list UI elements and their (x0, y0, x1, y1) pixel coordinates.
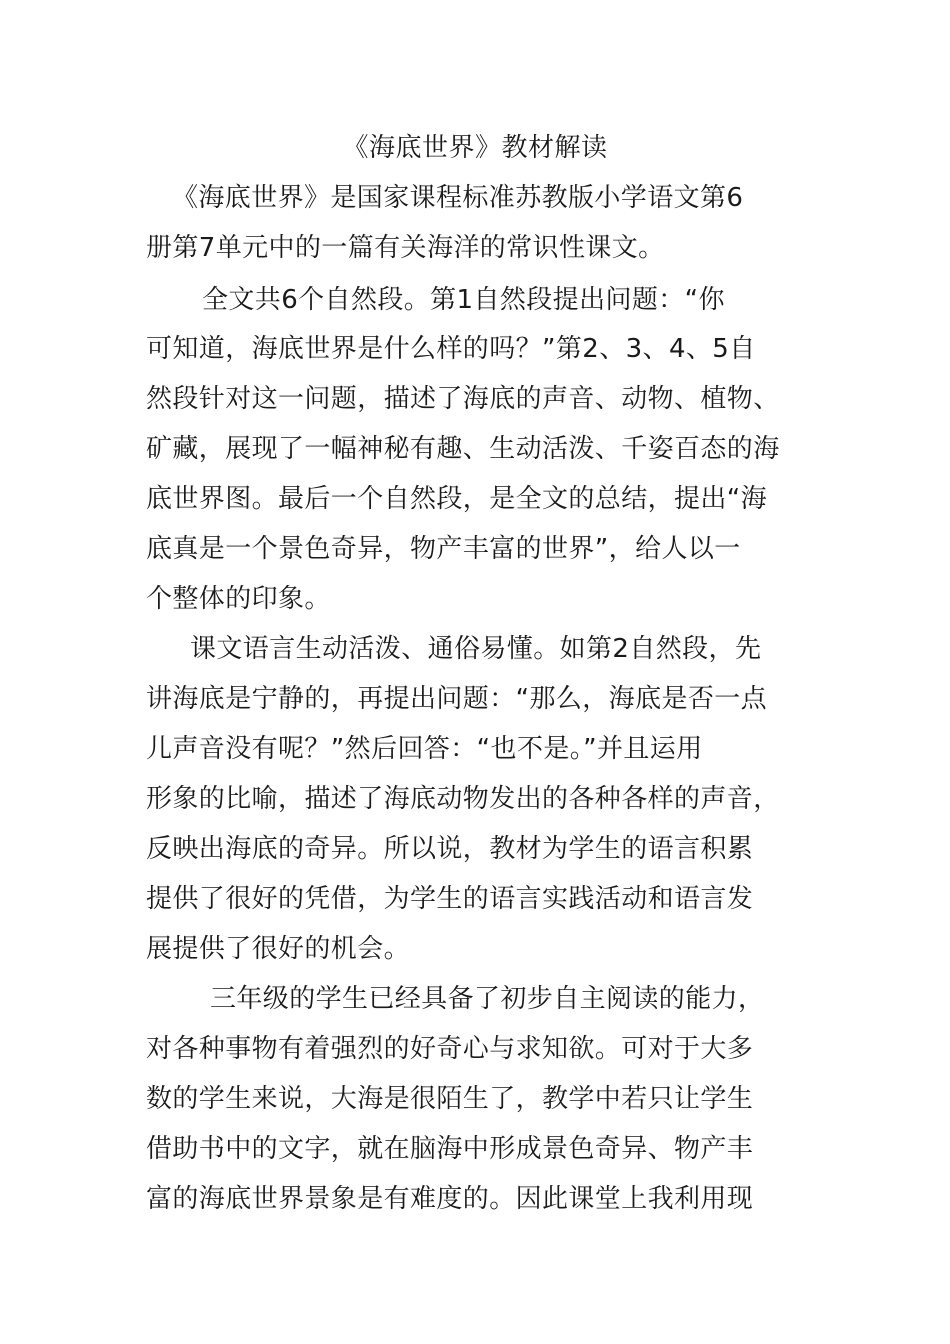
text-line: 富的海底世界景象是有难度的。因此课堂上我利用现 (146, 1184, 754, 1214)
text-line: 册第7单元中的一篇有关海洋的常识性课文。 (146, 233, 665, 263)
text-line: 矿藏，展现了一幅神秘有趣、生动活泼、千姿百态的海 (146, 434, 780, 464)
text-line: 全文共6个自然段。第1自然段提出问题：“你 (202, 285, 725, 315)
text-line: 底世界图。最后一个自然段，是全文的总结，提出“海 (146, 484, 768, 514)
text-line: 三年级的学生已经具备了初步自主阅读的能力， (210, 984, 765, 1014)
text-line: 反映出海底的奇异。所以说，教材为学生的语言积累 (146, 834, 754, 864)
text-line: 展提供了很好的机会。 (146, 934, 411, 964)
document-title: 《海底世界》教材解读 (342, 133, 608, 163)
text-line: 数的学生来说，大海是很陌生了，教学中若只让学生 (146, 1084, 754, 1114)
text-line: 课文语言生动活泼、通俗易懂。如第2自然段，先 (190, 634, 762, 664)
text-line: 《海底世界》是国家课程标准苏教版小学语文第6 (172, 183, 744, 213)
text-line: 提供了很好的凭借，为学生的语言实践活动和语言发 (146, 884, 754, 914)
text-line: 底真是一个景色奇异，物产丰富的世界”，给人以一 (146, 534, 741, 564)
text-line: 借助书中的文字，就在脑海中形成景色奇异、物产丰 (146, 1134, 754, 1164)
text-line: 讲海底是宁静的，再提出问题：“那么，海底是否一点 (146, 684, 768, 714)
text-line: 个整体的印象。 (146, 584, 331, 614)
text-line: 形象的比喻，描述了海底动物发出的各种各样的声音， (146, 784, 780, 814)
text-line: 儿声音没有呢？”然后回答：“也不是。”并且运用 (146, 734, 703, 764)
text-line: 可知道，海底世界是什么样的吗？”第2、3、4、5自 (146, 334, 756, 364)
text-line: 然段针对这一问题，描述了海底的声音、动物、植物、 (146, 384, 780, 414)
text-line: 对各种事物有着强烈的好奇心与求知欲。可对于大多 (146, 1034, 754, 1064)
